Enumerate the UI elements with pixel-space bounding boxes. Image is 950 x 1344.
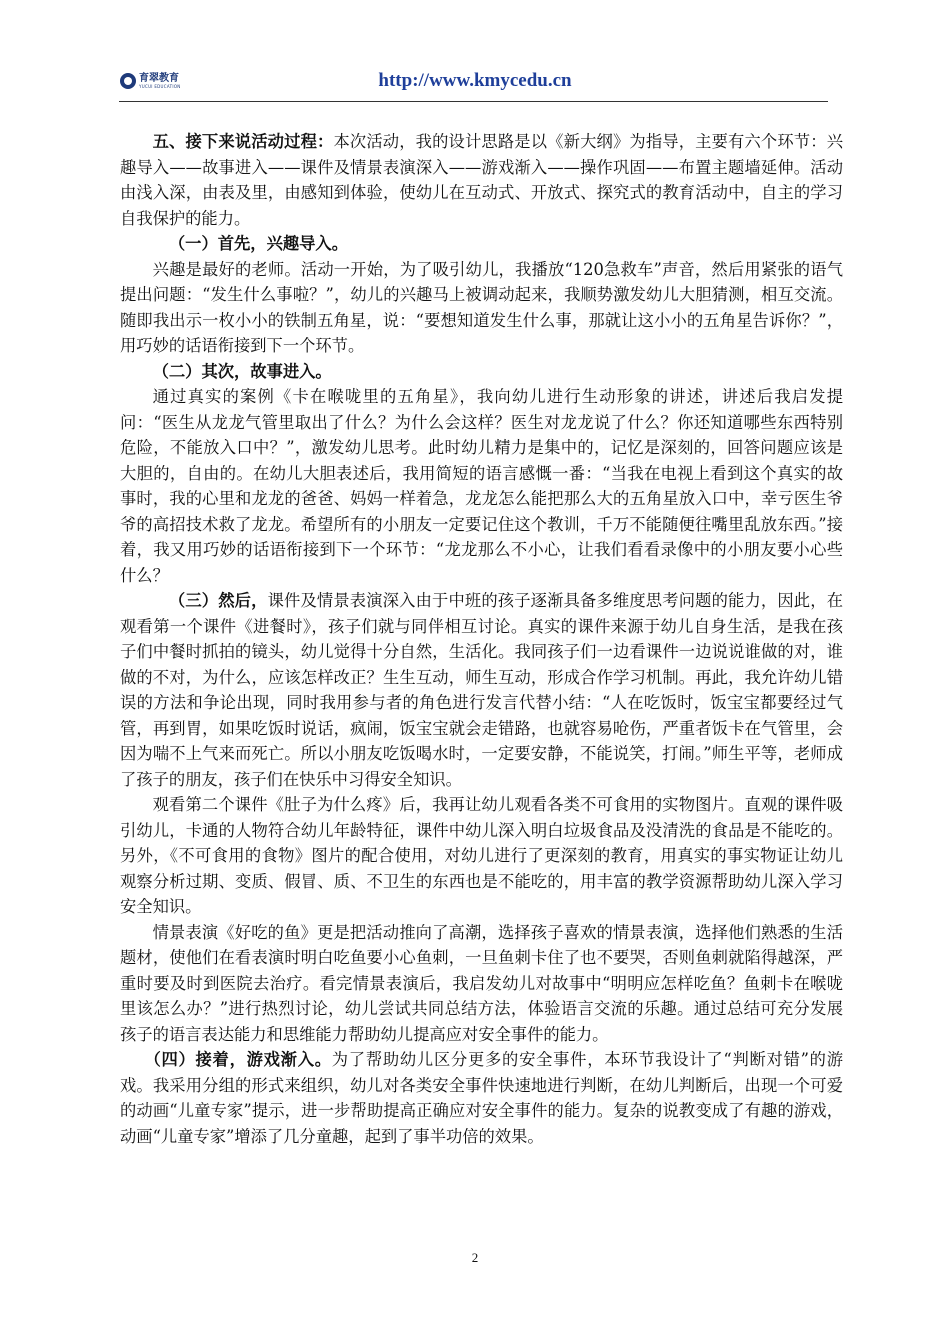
- subheading-story: [120, 359, 843, 385]
- logo-subtitle: YUCUI EDUCATION: [139, 83, 181, 89]
- subheading-text: （二）其次，故事进入。: [152, 361, 332, 381]
- header-url: http://www.kmycedu.cn: [378, 70, 572, 91]
- header-divider: [119, 101, 828, 102]
- page-number: 2: [471, 1250, 479, 1265]
- paragraph-story: 通过真实的案例《卡在喉咙里的五角星》，我向幼儿进行生动形象的讲述，讲述后我启发提问：“医生从龙龙气管里取出了什么？为什么会这样？医生对龙龙说了什么？你还知道哪些东西特别危险，不能放入口中？”，激发幼儿思考。此时幼儿精力是集中的，记忆是深刻的，回答问题应该是大胆的，自由的。在幼儿大胆表述后，我用简短的语言感慨一番：“当我在电视上看到这个真实的故事时，我的心里和龙龙的爸爸、妈妈一样着急，龙龙怎么能把那么大的五角星放入口中，幸亏医生爷爷的高招技术救了龙龙。希望所有的小朋友一定要记住这个教训，千万不能随便往嘴里乱放东西。”接着，我又用巧妙的话语衔接到下一个环节：“龙龙那么不小心，让我们看看录像中的小朋友要小心些什么？: [120, 387, 843, 585]
- page-header: [0, 0, 950, 105]
- paragraph-game: [120, 1047, 843, 1149]
- subheading-text: （三）然后，: [168, 591, 268, 610]
- paragraph-interest: 兴趣是最好的老师。活动一开始，为了吸引幼儿，我播放“120急救车”声音，然后用紧张的语气提出问题：“发生什么事啦？”，幼儿的兴趣马上被调动起来，我顺势激发幼儿大胆猜测，相互交流。随即我出示一枚小小的铁制五角星，说：“要想知道发生什么事，那就让这小小的五角星告诉你？”，用巧妙的话语衔接到下一个环节。: [120, 259, 843, 355]
- paragraph-second-courseware: 观看第二个课件《肚子为什么疼》后，我再让幼儿观看各类不可食用的实物图片。直观的课件吸引幼儿，卡通的人物符合幼儿年龄特征，课件中幼儿深入明白垃圾食品及没清洗的食品是不能吃的。另外，《不可食用的食物》图片的配合使用，对幼儿进行了更深刻的教育，用真实的事实物证让幼儿观察分析过期、变质、假冒、质、不卫生的东西也是不能吃的，用丰富的教学资源帮助幼儿深入学习安全知识。: [120, 795, 843, 916]
- document-body: [120, 129, 843, 1149]
- subheading-text: （一）首先，兴趣导入。: [168, 234, 348, 253]
- paragraph-courseware: [120, 588, 843, 792]
- paragraph-text: 本次活动，我的设计思路是以《新大纲》为指导，主要有六个环节：兴趣导入——故事进入——课件及情景表演深入——游戏渐入——操作巩固——布置主题墙延伸。活动由浅入深，由表及里，由感知到体验，使幼儿在互动式、开放式、探究式的教育活动中，自主的学习自我保护的能力。: [120, 132, 843, 228]
- subheading-text: （四）接着，游戏渐入。: [144, 1050, 332, 1069]
- section-heading: 五、接下来说活动过程：: [152, 132, 334, 151]
- paragraph-text: 课件及情景表演深入由于中班的孩子逐渐具备多维度思考问题的能力，因此，在观看第一个课件《进餐时》，孩子们就与同伴相互讨论。真实的课件来源于幼儿自身生活，是我在孩子们中餐时抓拍的镜头，幼儿觉得十分自然，生活化。我同孩子们一边看课件一边说说谁做的对，谁做的不对，为什么，应该怎样改正？生生互动，师生互动，形成合作学习机制。再此，我允许幼儿错误的方法和争论出现，同时我用参与者的角色进行发言代替小结：“人在吃饭时，饭宝宝都要经过气管，再到胃，如果吃饭时说话，疯闹，饭宝宝就会走错路，也就容易呛伤，严重者饭卡在气管里，会因为喘不上气来而死亡。所以小朋友吃饭喝水时，一定要安静，不能说笑，打闹。”师生平等，老师成了孩子的朋友，孩子们在快乐中习得安全知识。: [120, 591, 843, 789]
- subheading-interest-intro: [120, 231, 843, 257]
- paragraph-text: 为了帮助幼儿区分更多的安全事件，本环节我设计了“判断对错”的游戏。我采用分组的形式来组织，幼儿对各类安全事件快速地进行判断，在幼儿判断后，出现一个可爱的动画“儿童专家”提示，进一步帮助提高正确应对安全事件的能力。复杂的说教变成了有趣的游戏，动画“儿童专家”增添了几分童趣，起到了事半功倍的效果。: [120, 1050, 843, 1146]
- paragraph-activity-process: [120, 129, 843, 231]
- paragraph-scene-performance: 情景表演《好吃的鱼》更是把活动推向了高潮，选择孩子喜欢的情景表演，选择他们熟悉的生活题材，使他们在看表演时明白吃鱼要小心鱼刺，一旦鱼刺卡住了也不要哭，否则鱼刺就陷得越深，严重时要及时到医院去治疗。看完情景表演后，我启发幼儿对故事中“明明应怎样吃鱼？鱼刺卡在喉咙里该怎么办？”进行热烈讨论，幼儿尝试共同总结方法，体验语言交流的乐趣。通过总结可充分发展孩子的语言表达能力和思维能力帮助幼儿提高应对安全事件的能力。: [120, 922, 843, 1044]
- logo-name: 育翠教育: [139, 72, 179, 84]
